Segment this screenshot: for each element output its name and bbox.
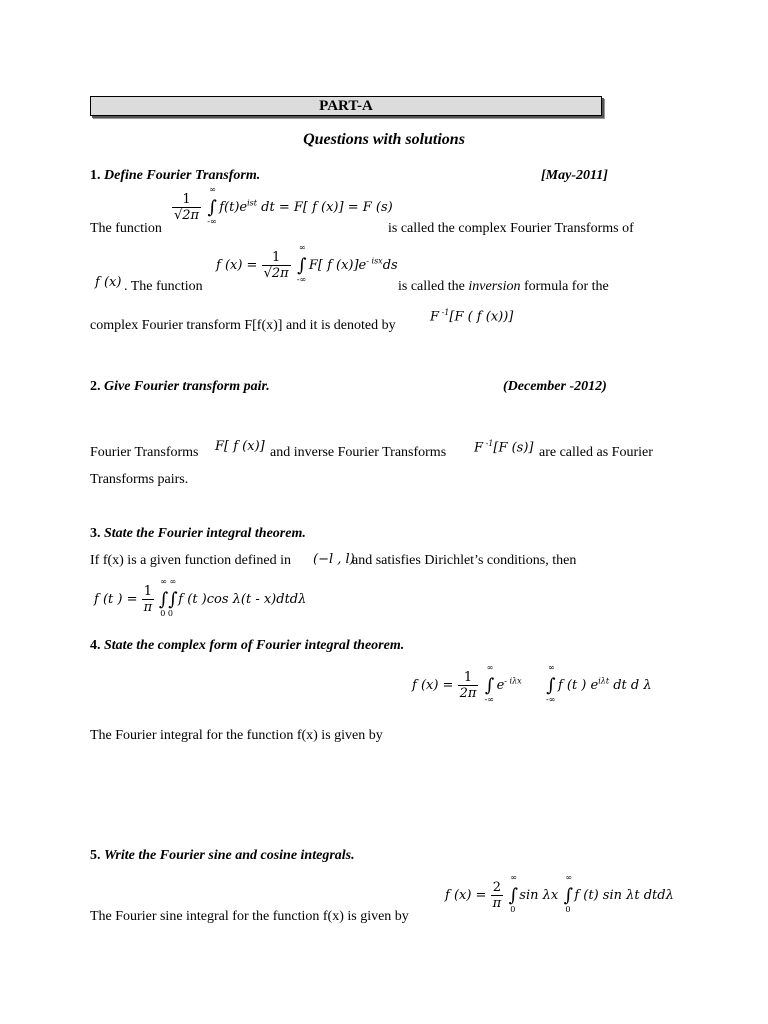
fourier-transform-equation: $\frac{1}{√2\pi}$ ∞ ∫ -∞ $f(t)e^{ist}$ dt = F[ f (x)] = F (s) [174, 185, 393, 226]
question-3-text: If f(x) is a given function defined in [90, 553, 291, 568]
question-date: (December -2012) [503, 379, 607, 394]
fourier-integral-equation: f (t ) = $\frac{1}{\pi}$ ∞ ∞ ∫∫ 0 0 f (t )cos λ(t - x)dtdλ [94, 577, 307, 618]
question-1-text: The function [90, 221, 162, 236]
inverse-transform-notation: F $^{-1}$[F (s)] [474, 439, 534, 456]
question-4-text: The Fourier integral for the function f(x) is given by [90, 728, 383, 743]
question-1-text: complex Fourier transform F[f(x)] and it is denoted by [90, 318, 396, 333]
question-3-text: and satisfies Dirichlet’s conditions, then [352, 553, 577, 568]
math-f-of-x: f (x) [95, 275, 122, 290]
question-3-heading: 3. State the Fourier integral theorem. [90, 526, 306, 541]
question-date: [May-2011] [541, 168, 608, 183]
part-heading: PART-A [90, 96, 602, 116]
question-2-text: and inverse Fourier Transforms [270, 445, 447, 460]
question-1-text: is called the inversion formula for the [398, 279, 609, 294]
question-2-text: Fourier Transforms [90, 445, 199, 460]
inversion-formula-equation: f (x) = $\frac{1}{√2\pi}$ ∞ ∫ -∞ F[ f $(x)]e^{- isx}ds$ [216, 243, 398, 284]
question-4-heading: 4. State the complex form of Fourier integral theorem. [90, 638, 405, 653]
inverse-transform-notation: F $^{-1}$[F ( f (x))] [430, 308, 514, 325]
question-1-text: is called the complex Fourier Transforms of [388, 221, 634, 236]
question-number: 1. [90, 168, 101, 183]
question-2-heading: 2. Give Fourier transform pair. [90, 379, 270, 394]
fourier-sine-integral-equation: f (x) = $\frac{2}{\pi}$ ∞ ∫ 0 sin λx ∞ ∫ 0 f (t) sin λt dtdλ [445, 873, 674, 914]
question-title: Define Fourier Transform. [104, 168, 261, 183]
question-2-text: Transforms pairs. [90, 472, 189, 487]
page-subtitle: Questions with solutions [303, 131, 465, 148]
fourier-transform-notation: F[ f (x)] [215, 439, 265, 454]
question-1-heading [90, 168, 260, 184]
question-1-text: . The function [124, 279, 203, 294]
question-5-text: The Fourier sine integral for the function f(x) is given by [90, 909, 409, 924]
interval-notation: (−l , l) [313, 552, 355, 567]
question-5-heading: 5. Write the Fourier sine and cosine integrals. [90, 848, 355, 863]
complex-fourier-integral-equation: f (x) = $\frac{1}{2\pi}$ ∞ ∫ -∞ $e^{- i\lambda x}$ ∞ ∫ -∞ f (t ) $e^{i\lambda t}$ dt d λ [412, 663, 652, 704]
question-2-text: are called as Fourier [539, 445, 653, 460]
